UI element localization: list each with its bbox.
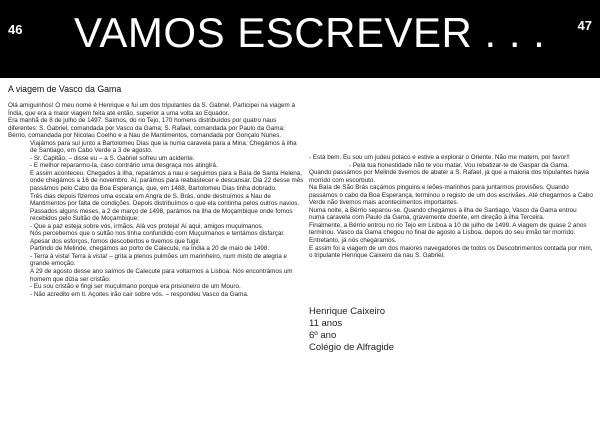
story-paragraph: Viajámos para sul junto a Bartolomeu Dias que ia numa caravela para a Mina. Chegámos à ilha de Santiago, em Cabo Verde a 3 de agosto. [30,139,297,155]
story-dialogue: - Que a paz esteja sobre vós, irmãos. Alá vos proteja! Aí aqui, amigos muçulmanos. [30,222,264,230]
story-paragraph: Na Baía de São Brás caçámos pinguins e leões-marinhos para juntarmos provisões. Quando passámos o cabo da Boa Esperança, terminou o registo de um dos escrivães. Até chegarmos a Cabo Verde não tivemos mais acontecimentos importantes. [309,184,593,207]
story-dialogue: - Pela tua honestidade não te vou matar. Vou rebatizar-te de Gaspar da Gama. [349,161,570,169]
author-name: Henrique Caixeiro [309,306,386,317]
story-paragraph: A 29 de agosto desse ano saímos de Calecute para voltarmos a Lisboa. Nós encontrámos um homem que dizia ser cristão: [30,268,293,283]
story-paragraph: E assim foi a viagem de um dos maiores navegadores de todos os Descobrimentos contada por mim, o tripulante Henrique Caixeiro da nau S. Gabriel. [309,244,593,260]
story-paragraph: Finalmente, a Bérrio entrou no rio Tejo em Lisboa a 10 de julho de 1499. A viagem de quase 2 anos terminou. Vasco da Gama chegou no final de agosto a Lisboa, depois do seu irmão ter morrido. Entretanto, já nós chegáramos. [309,221,587,245]
story-paragraph: Partindo de Melinde, chegámos ao porto de Calecute, na Índia a 20 de maio de 1498. [30,245,270,253]
author-grade: 6º ano [309,330,337,341]
story-paragraph: Olá amiguinhos! O meu nome é Henrique e fui um dos tripulantes da S. Gabriel. Participei na viagem à Índia, que era a maior viagem feita até então, superior a uma volta ao Equador. [8,102,296,117]
story-dialogue: - E melhor repararmo-la, caso contrário uma desgraça nos atingirá. [30,162,218,170]
story-paragraph: Numa noite, a Bérrio separou-se. Quando chegámos à ilha de Santiago, Vasco da Gama entrou numa caravela com Paulo da Gama, gravemente doente, em direção à ilha Terceira. [309,206,577,222]
story-dialogue: - Sr. Capitão, – disse eu – a S. Gabriel sofreu um acidente. [30,154,195,162]
story-paragraph: Nós percebemos que o sultão nos tinha confundido com Muçulmanos e tentámos disfarçar. Apesar dos esforços, fomos descobertos e tivemos que fugir. [30,230,285,245]
author-age: 11 anos [309,318,343,329]
story-paragraph: Três dias depois fizemos uma escala em Angra de S. Brás, onde destruímos a Nau de Mantimentos por falta de condições. Depois distribuímos o que ela continha pelos outros navios. [30,192,300,208]
story-paragraph: Passados alguns meses, a 2 de março de 1498, parámos na ilha de Moçambique onde fomos recebidos pelo Sultão de Moçambique: [30,207,293,223]
left-page-number: 46 [8,22,23,37]
right-page-number: 47 [577,18,592,33]
story-dialogue: - Não acredito em ti. Açoites irão cair sobre vós. – respondeu Vasco da Gama. [30,290,249,298]
story-paragraph: Quando passámos por Melinde tivemos de abater a S. Rafael, já que a maioria dos tripulantes havia morrido com escorbuto. [309,169,590,184]
story-dialogue: - Terra à vista! Terra à vista! – grita a plenos pulmões um marinheiro, num misto de alegria e grande emoção. [30,252,288,268]
story-paragraph: Era manhã de 8 de julho de 1497. Saímos, do rio Tejo, 170 homens distribuídos por quatro naus diferentes: S. Gabriel, comandada por Vasco da Gama; S. Rafael, comandada por Paulo da Gama; Bérrio, comandada por Nicolau Coelho e a Nau de Mantimentos, comandada por Gonçalo Nunes. [8,117,285,140]
story-dialogue: - Está bem. Eu sou um judeu polaco e estive a explorar o Oriente. Não me matem, por favor!! [309,154,570,161]
page-header-band [0,0,600,78]
author-school: Colégio de Alfragide [309,342,395,353]
story-left-column [8,84,304,298]
story-right-column [309,154,594,260]
story-dialogue: - Eu sou cristão e fingi ser muçulmano porque era prisioneiro de um Mouro. [30,283,241,291]
story-paragraph: E assim aconteceu. Chegados à ilha, reparámos a nau e seguimos para a Baía de Santa Helena, onde chegámos a 16 de novembro. Aí, parámos para reabastecer e descansar. Dia 22 desse mês passámos pelo Cabo da Boa Esperança, que, em 1488, Bartolomeu Dias tinha dobrado. [30,169,304,193]
page-title: VAMOS ESCREVER . . . [74,9,546,56]
story-title: A viagem de Vasco da Gama [8,84,122,94]
author-signature [309,306,394,354]
